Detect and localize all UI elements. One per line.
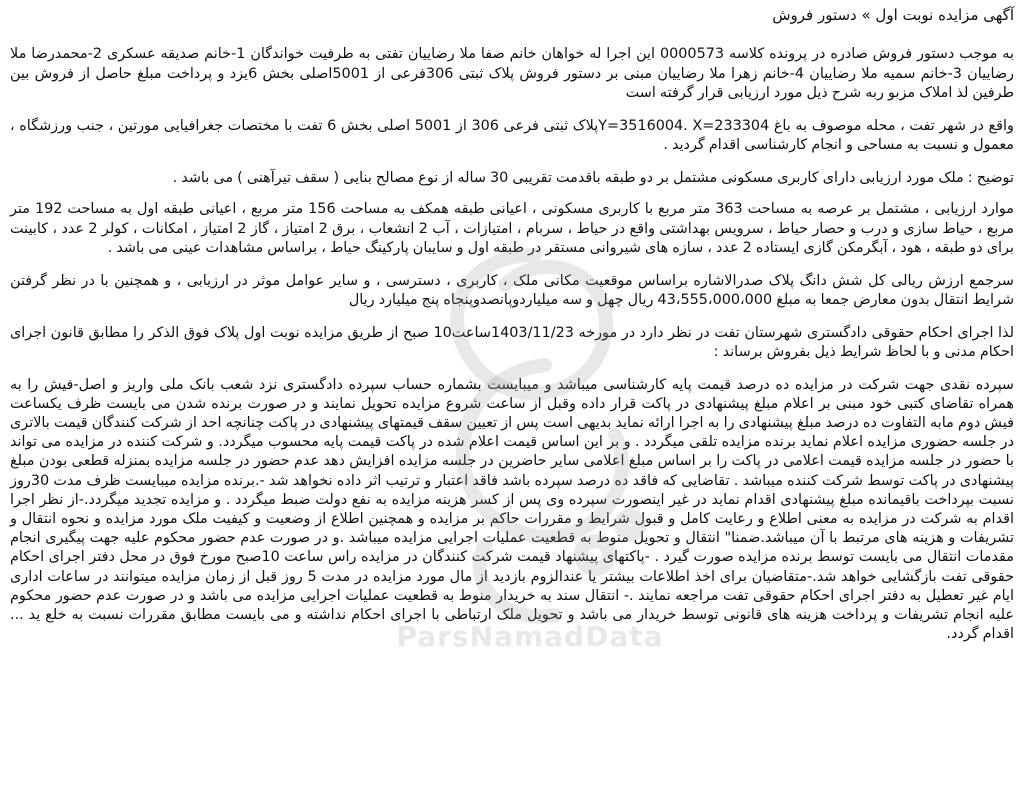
paragraph-auction-date: لذا اجرای احکام حقوقی دادگستری شهرستان تفت در نظر دارد در مورخه 1403/11/23ساعت10 صبح از طریق مزایده نوبت اول پلاک فوق الذکر را مطابق قانون اجرای احکام مدنی و با لحاظ شرایط ذیل بفروش برساند : <box>10 324 1014 360</box>
paragraph-description: توضیح : ملک مورد ارزیابی دارای کاربری مسکونی مشتمل بر دو طبقه باقدمت تقریبی 30 ساله از نوع مصالح بنایی ( سقف تیرآهنی ) می باشد . <box>172 169 1014 186</box>
paragraph-location: واقع در شهر تفت ، محله موصوف به باغ Y=3516004. X=233304پلاک ثبتی فرعی 306 از 5001 اصلی بخش 6 تفت با مختصات جغرافیایی مورتین ، جنب ورزشگاه ، معمول و نسبت به مساحی و انجام کارشناسی اقدام گردید . <box>10 117 1014 153</box>
notice-title: آگهی مزایده نوبت اول » دستور فروش <box>772 6 1014 24</box>
paragraph-sale-order: به موجب دستور فروش صادره در پرونده کلاسه 0000573 این اجرا له خواهان خانم صفا ملا رضاییان تفتی به طرفیت خواندگان 1-خانم صدیقه عسکری 2-محمدرضا ملا رضاییان 3-خانم سمیه ملا رضاییان 4-خانم زهرا ملا رضاییان مبنی بر دستور فروش پلاک ثبتی 306فرعی از 5001اصلی بخش 6یزد و پرداخت مبلغ حاصل از فروش بین طرفین لذ املاک مزبو ربه شرح ذیل مورد ارزیابی قرار گرفته است <box>10 46 1015 101</box>
paragraph-appraisal-items: موارد ارزیابی ، مشتمل بر عرصه به مساحت 363 متر مربع با کاربری مسکونی ، اعیانی طبقه همکف به مساحت 156 متر مربع ، اعیانی طبقه اول به مساحت 192 متر مربع ، حیاط سازی و درب و حصار حیاط ، سرویس بهداشتی واقع در حیاط ، سربام ، امتیازات ، آب 2 انشعاب ، برق 2 امتیاز ، گاز 2 امتیاز ، امکانات ، کولر 2 عدد ، کابینت برای دو طبقه ، هود ، آبگرمکن گازی ایستاده 2 عدد ، سازه های شیروانی مستقر در طبقه اول و سایبان پارکینگ حیاط ، براساس مشاهدات عینی می باشد . <box>10 201 1015 256</box>
watermark-text: ParsNamadData <box>396 620 664 653</box>
paragraph-total-value: سرجمع ارزش ریالی کل شش دانگ پلاک صدرالاشاره براساس موقعیت مکانی ملک ، کاربری ، دسترسی ، و سایر عوامل موثر در ارزیابی ، و همچنین با در نظر گرفتن شرایط انتقال بدون معارض جمعا به مبلغ 43،555،000،000 ریال چهل و سه میلیاردوپانصدوپنجاه پنج میلیارد ریال <box>10 272 1014 308</box>
paragraph-conditions: سپرده نقدی جهت شرکت در مزایده ده درصد قیمت پایه کارشناسی میباشد و میبایست بشماره حساب سپرده دادگستری نزد شعب بانک ملی واریز و اصل-فیش را به همراه تقاضای کتبی خود مبنی بر اعلام مبلغ پیشنهادی در پاکت قرار داده وقبل از ساعت شروع مزایده تحویل نمایند و در صورت برنده شدن می بایست ظرف یکساعت فیش دوم مابه التفاوت ده درصد مبلغ پیشنهادی را به اجرا ارائه نماید بدیهی است پس از تعیین سقف قیمتهای پیشنهادی در پاکت چنانچه احد از شرکت کنندگان قیمت بالاتری در جلسه حضوری مزایده اعلام نماید برنده مزایده تلقی میگردد . و بر این اساس قیمت اعلام شده در پاکت قیمت پایه محسوب میگردد. و شرکت کننده در مزایده می تواند با حضور در جلسه مزایده قیمت اعلامی در پاکت را بر اساس مبلغ اعلامی سایر حاضرین در جلسه مزایده افزایش دهد عدم حضور در جلسه مزایده بمنزله قطعی بودن مبلغ پیشنهادی در پاکت توسط شرکت کننده میباشد . تقاضایی که فاقد ده درصد سپرده باشد فاقد اعتبار و ترتیب اثر داده نخواهد شد -.برنده مزایده میبایست ظرف مدت 30روز نسبت بپرداخت باقیمانده مبلغ پیشنهادی اقدام نماید در غیر اینصورت سپرده وی پس از کسر هزینه مزایده به نفع دولت ضبط میگردد . و مزایده تجدید میگردد.-از نظر اجرا اقدام به شرکت در مزایده به معنی اطلاع و رعایت کامل و قبول شرایط و مقررات حاکم بر مزایده و همچنین اطلاع از وضعیت و کیفیت ملک مورد مزایده و نحوه انتقال و تشریفات و هزینه های مرتبط با آن میباشد.ضمنا" انتقال و تحویل منوط به قطعیت عملیات اجرایی مزایده میباشد .و در صورت عدم حضور محکوم علیه جهت پیگیری انجام مقدمات انتقال می بایست توسط برنده مزایده صورت گیرد . -پاکتهای پیشنهاد قیمت شرکت کنندگان در مزایده راس ساعت 10صبح مورخ فوق در محل دفتر اجرای احکام حقوقی تفت بازگشایی خواهد شد.-متقاضیان برای اخذ اطلاعات بیشتر یا عندالزوم بازدید از مال مورد مزایده در مدت 5 روز قبل از زمان مزایده میتوانند در ساعات اداری ایام غیر تعطیل به دفتر اجرای احکام حقوقی تفت مراجعه نمایند .- انتقال سند به خریدار منوط به قطعیت عملیات اجرایی مزایده می باشد و در صورت عدم حضور محکوم علیه انجام تشریفات و پرداخت هزینه های قانونی توسط خریدار می باشد و تحویل ملک ارتباطی با اجرای احکام نداشته و می بایست مطابق مقررات نسبت به خلع ید ... اقدام گردد. <box>10 376 1015 643</box>
